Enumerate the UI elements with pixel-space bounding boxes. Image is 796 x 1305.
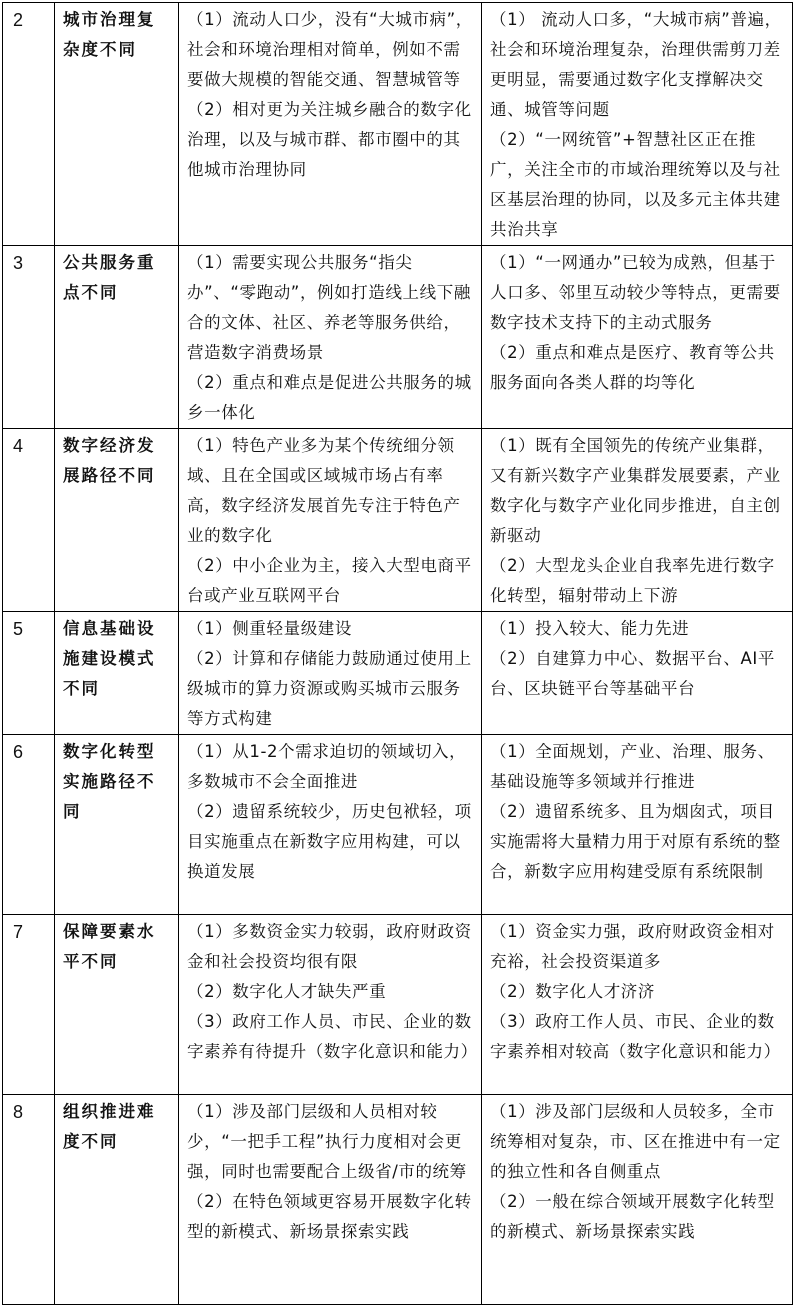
paragraph: （1）全面规划，产业、治理、服务、基础设施等多领域并行推进 xyxy=(490,742,775,791)
paragraph: （1）需要实现公共服务“指尖办”、“零跑动”，例如打造线上线下融合的文体、社区、养老等服务供给，营造数字消费场景 xyxy=(187,253,471,362)
row-title: 信息基础设施建设模式不同 xyxy=(55,612,179,735)
paragraph: （2）遗留系统较少，历史包袱轻，项目实施重点在新数字应用构建，可以换道发展 xyxy=(187,802,472,881)
paragraph: （1）侧重轻量级建设 xyxy=(187,619,352,638)
row-number: 3 xyxy=(3,246,55,429)
paragraph: （2）中小企业为主，接入大型电商平台或产业互联网平台 xyxy=(187,556,472,605)
paragraph: （1） 流动人口多，“大城市病”普遍，社会和环境治理复杂，治理供需剪刀差更明显，需要通过数字化支撑解决交通、城管等问题 xyxy=(490,10,782,119)
paragraph: （1）流动人口少，没有“大城市病”，社会和环境治理相对简单，例如不需要做大规模的智能交通、智慧城管等 xyxy=(187,10,473,89)
paragraph: （3）政府工作人员、市民、企业的数字素养相对较高（数字化意识和能力） xyxy=(490,1012,781,1061)
small-city-cell xyxy=(179,429,482,612)
large-city-cell xyxy=(482,429,793,612)
table-row xyxy=(3,612,793,735)
paragraph: （1）涉及部门层级和人员较多，全市统筹相对复杂，市、区在推进中有一定的独立性和各自侧重点 xyxy=(490,1102,781,1181)
small-city-cell xyxy=(179,1095,482,1305)
table-row xyxy=(3,3,793,246)
row-number: 2 xyxy=(3,3,55,246)
table-row xyxy=(3,915,793,1095)
paragraph: （1）涉及部门层级和人员相对较少，“一把手工程”执行力度相对会更强，同时也需要配合上级省/市的统筹 xyxy=(187,1102,467,1181)
row-number: 5 xyxy=(3,612,55,735)
small-city-cell xyxy=(179,246,482,429)
paragraph: （2）在特色领域更容易开展数字化转型的新模式、新场景探索实践 xyxy=(187,1192,472,1241)
row-number: 4 xyxy=(3,429,55,612)
paragraph: （2）遗留系统多、且为烟囱式，项目实施需将大量精力用于对原有系统的整合，新数字应用构建受原有系统限制 xyxy=(490,802,781,881)
paragraph: （1）特色产业多为某个传统细分领域、且在全国或区域城市场占有率高，数字经济发展首先专注于特色产业的数字化 xyxy=(187,436,461,545)
small-city-cell xyxy=(179,612,482,735)
row-title: 数字化转型实施路径不同 xyxy=(55,735,179,915)
large-city-cell xyxy=(482,3,793,246)
small-city-cell xyxy=(179,915,482,1095)
paragraph: （1）从1-2个需求迫切的领域切入，多数城市不会全面推进 xyxy=(187,742,467,791)
paragraph: （2）自建算力中心、数据平台、AI平台、区块链平台等基础平台 xyxy=(490,649,775,698)
small-city-cell xyxy=(179,3,482,246)
table-row xyxy=(3,429,793,612)
large-city-cell xyxy=(482,246,793,429)
row-number: 8 xyxy=(3,1095,55,1305)
paragraph: （2）重点和难点是医疗、教育等公共服务面向各类人群的均等化 xyxy=(490,343,775,392)
paragraph: （1）多数资金实力较弱，政府财政资金和社会投资均很有限 xyxy=(187,922,472,971)
table-row xyxy=(3,246,793,429)
row-title: 组织推进难度不同 xyxy=(55,1095,179,1305)
comparison-table xyxy=(2,2,793,1305)
paragraph: （2）重点和难点是促进公共服务的城乡一体化 xyxy=(187,373,472,422)
paragraph: （2）计算和存储能力鼓励通过使用上级城市的算力资源或购买城市云服务等方式构建 xyxy=(187,649,472,728)
row-title: 保障要素水平不同 xyxy=(55,915,179,1095)
paragraph: （1）“一网通办”已较为成熟，但基于人口多、邻里互动较少等特点，更需要数字技术支持下的主动式服务 xyxy=(490,253,781,332)
large-city-cell xyxy=(482,612,793,735)
paragraph: （1）既有全国领先的传统产业集群，又有新兴数字产业集群发展要素，产业数字化与数字产业化同步推进，自主创新驱动 xyxy=(490,436,781,545)
large-city-cell xyxy=(482,735,793,915)
paragraph: （2）数字化人才济济 xyxy=(490,982,655,1001)
paragraph: （2）大型龙头企业自我率先进行数字化转型，辐射带动上下游 xyxy=(490,556,775,605)
row-title: 城市治理复杂度不同 xyxy=(55,3,179,246)
row-number: 7 xyxy=(3,915,55,1095)
table-row xyxy=(3,1095,793,1305)
row-title: 数字经济发展路径不同 xyxy=(55,429,179,612)
row-title: 公共服务重点不同 xyxy=(55,246,179,429)
paragraph: （2）相对更为关注城乡融合的数字化治理，以及与城市群、都市圈中的其他城市治理协同 xyxy=(187,100,472,179)
table-row xyxy=(3,735,793,915)
paragraph: （2）“一网统管”+智慧社区正在推广，关注全市的市域治理统筹以及与社区基层治理的协同，以及多元主体共建共治共享 xyxy=(490,130,781,239)
large-city-cell xyxy=(482,1095,793,1305)
paragraph: （2）一般在综合领域开展数字化转型的新模式、新场景探索实践 xyxy=(490,1192,775,1241)
paragraph: （2）数字化人才缺失严重 xyxy=(187,982,387,1001)
paragraph: （1）投入较大、能力先进 xyxy=(490,619,690,638)
large-city-cell xyxy=(482,915,793,1095)
paragraph: （1）资金实力强，政府财政资金相对充裕，社会投资渠道多 xyxy=(490,922,775,971)
paragraph: （3）政府工作人员、市民、企业的数字素养有待提升（数字化意识和能力） xyxy=(187,1012,478,1061)
small-city-cell xyxy=(179,735,482,915)
row-number: 6 xyxy=(3,735,55,915)
